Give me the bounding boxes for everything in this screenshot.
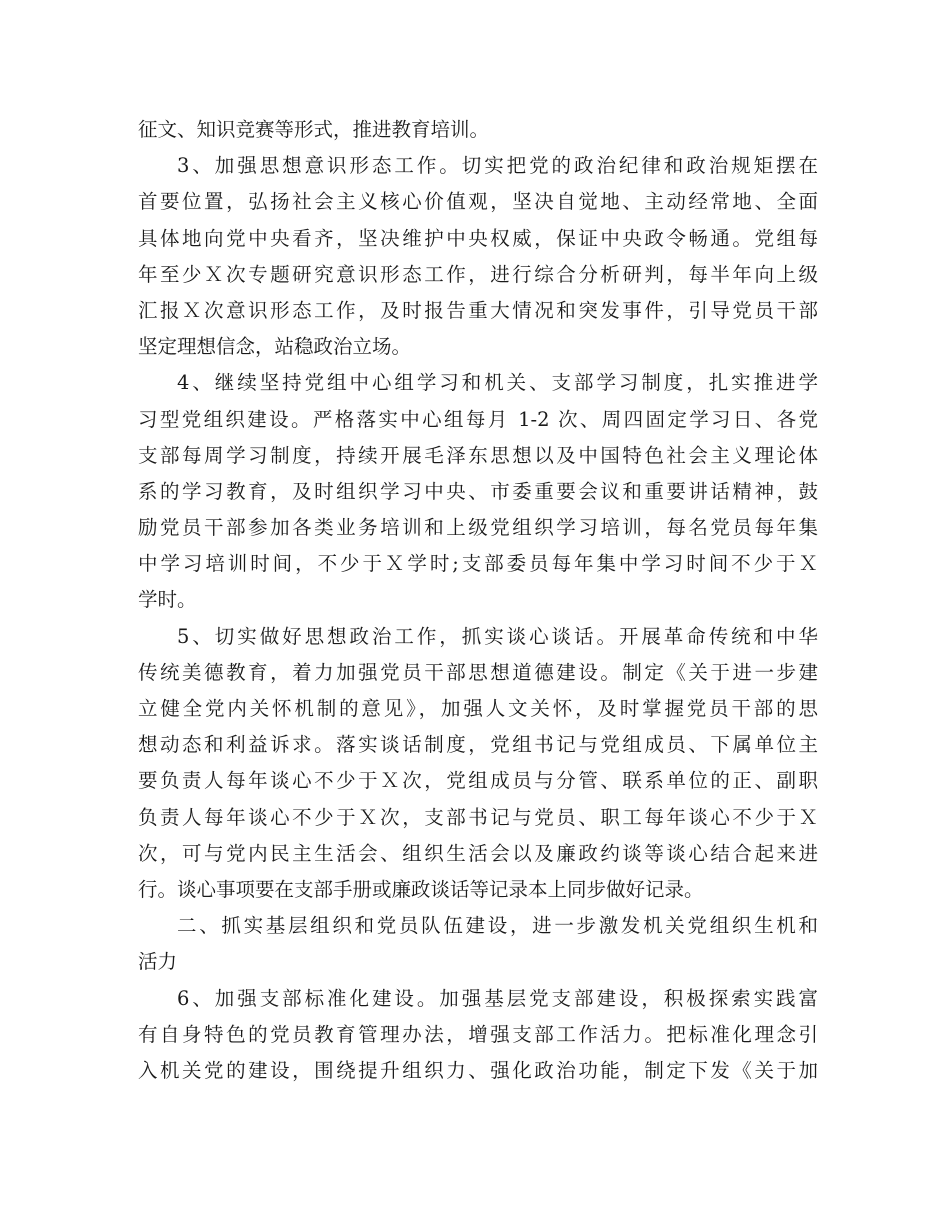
paragraph-first-line: 6、加强支部标准化建设。加强基层党支部建设，积极探索实践富	[177, 986, 818, 1010]
text-line: 有自身特色的党员教育管理办法，增强支部工作活力。把标准化理念引	[138, 1022, 818, 1046]
text-line: 传统美德教育，着力加强党员干部思想道德建设。制定《关于进一步建	[138, 660, 818, 684]
text-line: 征文、知识竞赛等形式，推进教育培训。	[138, 118, 490, 141]
text-line: 想动态和利益诉求。落实谈话制度，党组书记与党组成员、下属单位主	[138, 733, 818, 757]
text-line: 坚定理想信念，站稳政治立场。	[138, 335, 412, 359]
text-line: 支部每周学习制度，持续开展毛泽东思想以及中国特色社会主义理论体	[138, 443, 818, 467]
text-line: 年至少Ｘ次专题研究意识形态工作，进行综合分析研判，每半年向上级	[138, 262, 818, 286]
paragraph-first-line: 二、抓实基层组织和党员队伍建设，进一步激发机关党组织生机和	[177, 914, 818, 938]
text-line: 习型党组织建设。严格落实中心组每月 1-2 次、周四固定学习日、各党	[138, 407, 818, 431]
text-line: 系的学习教育，及时组织学习中央、市委重要会议和重要讲话精神，鼓	[138, 479, 818, 503]
text-line: 励党员干部参加各类业务培训和上级党组织学习培训，每名党员每年集	[138, 516, 818, 540]
text-line: 立健全党内关怀机制的意见》，加强人文关怀，及时掌握党员干部的思	[138, 697, 818, 720]
document-body	[138, 112, 818, 1089]
text-line: 要负责人每年谈心不少于Ｘ次，党组成员与分管、联系单位的正、副职	[138, 769, 818, 793]
text-line: 学时。	[138, 588, 197, 612]
paragraph-first-line: 3、加强思想意识形态工作。切实把党的政治纪律和政治规矩摆在	[177, 154, 818, 178]
text-line: 入机关党的建设，围绕提升组织力、强化政治功能，制定下发《关于加	[138, 1058, 818, 1082]
text-line: 负责人每年谈心不少于Ｘ次，支部书记与党员、职工每年谈心不少于Ｘ	[138, 805, 818, 829]
text-line: 具体地向党中央看齐，坚决维护中央权威，保证中央政令畅通。党组每	[138, 226, 818, 250]
text-line: 活力	[138, 950, 178, 974]
text-line: 首要位置，弘扬社会主义核心价值观，坚决自觉地、主动经常地、全面	[138, 190, 818, 214]
paragraph-first-line: 5、切实做好思想政治工作，抓实谈心谈话。开展革命传统和中华	[177, 624, 818, 648]
text-line: 中学习培训时间，不少于Ｘ学时;支部委员每年集中学习时间不少于Ｘ	[138, 552, 818, 576]
text-line: 汇报Ｘ次意识形态工作，及时报告重大情况和突发事件，引导党员干部	[138, 298, 818, 322]
paragraph-first-line: 4、继续坚持党组中心组学习和机关、支部学习制度，扎实推进学	[177, 371, 818, 395]
text-line: 次，可与党内民主生活会、组织生活会以及廉政约谈等谈心结合起来进	[138, 841, 818, 865]
text-line: 行。谈心事项要在支部手册或廉政谈话等记录本上同步做好记录。	[138, 877, 704, 901]
